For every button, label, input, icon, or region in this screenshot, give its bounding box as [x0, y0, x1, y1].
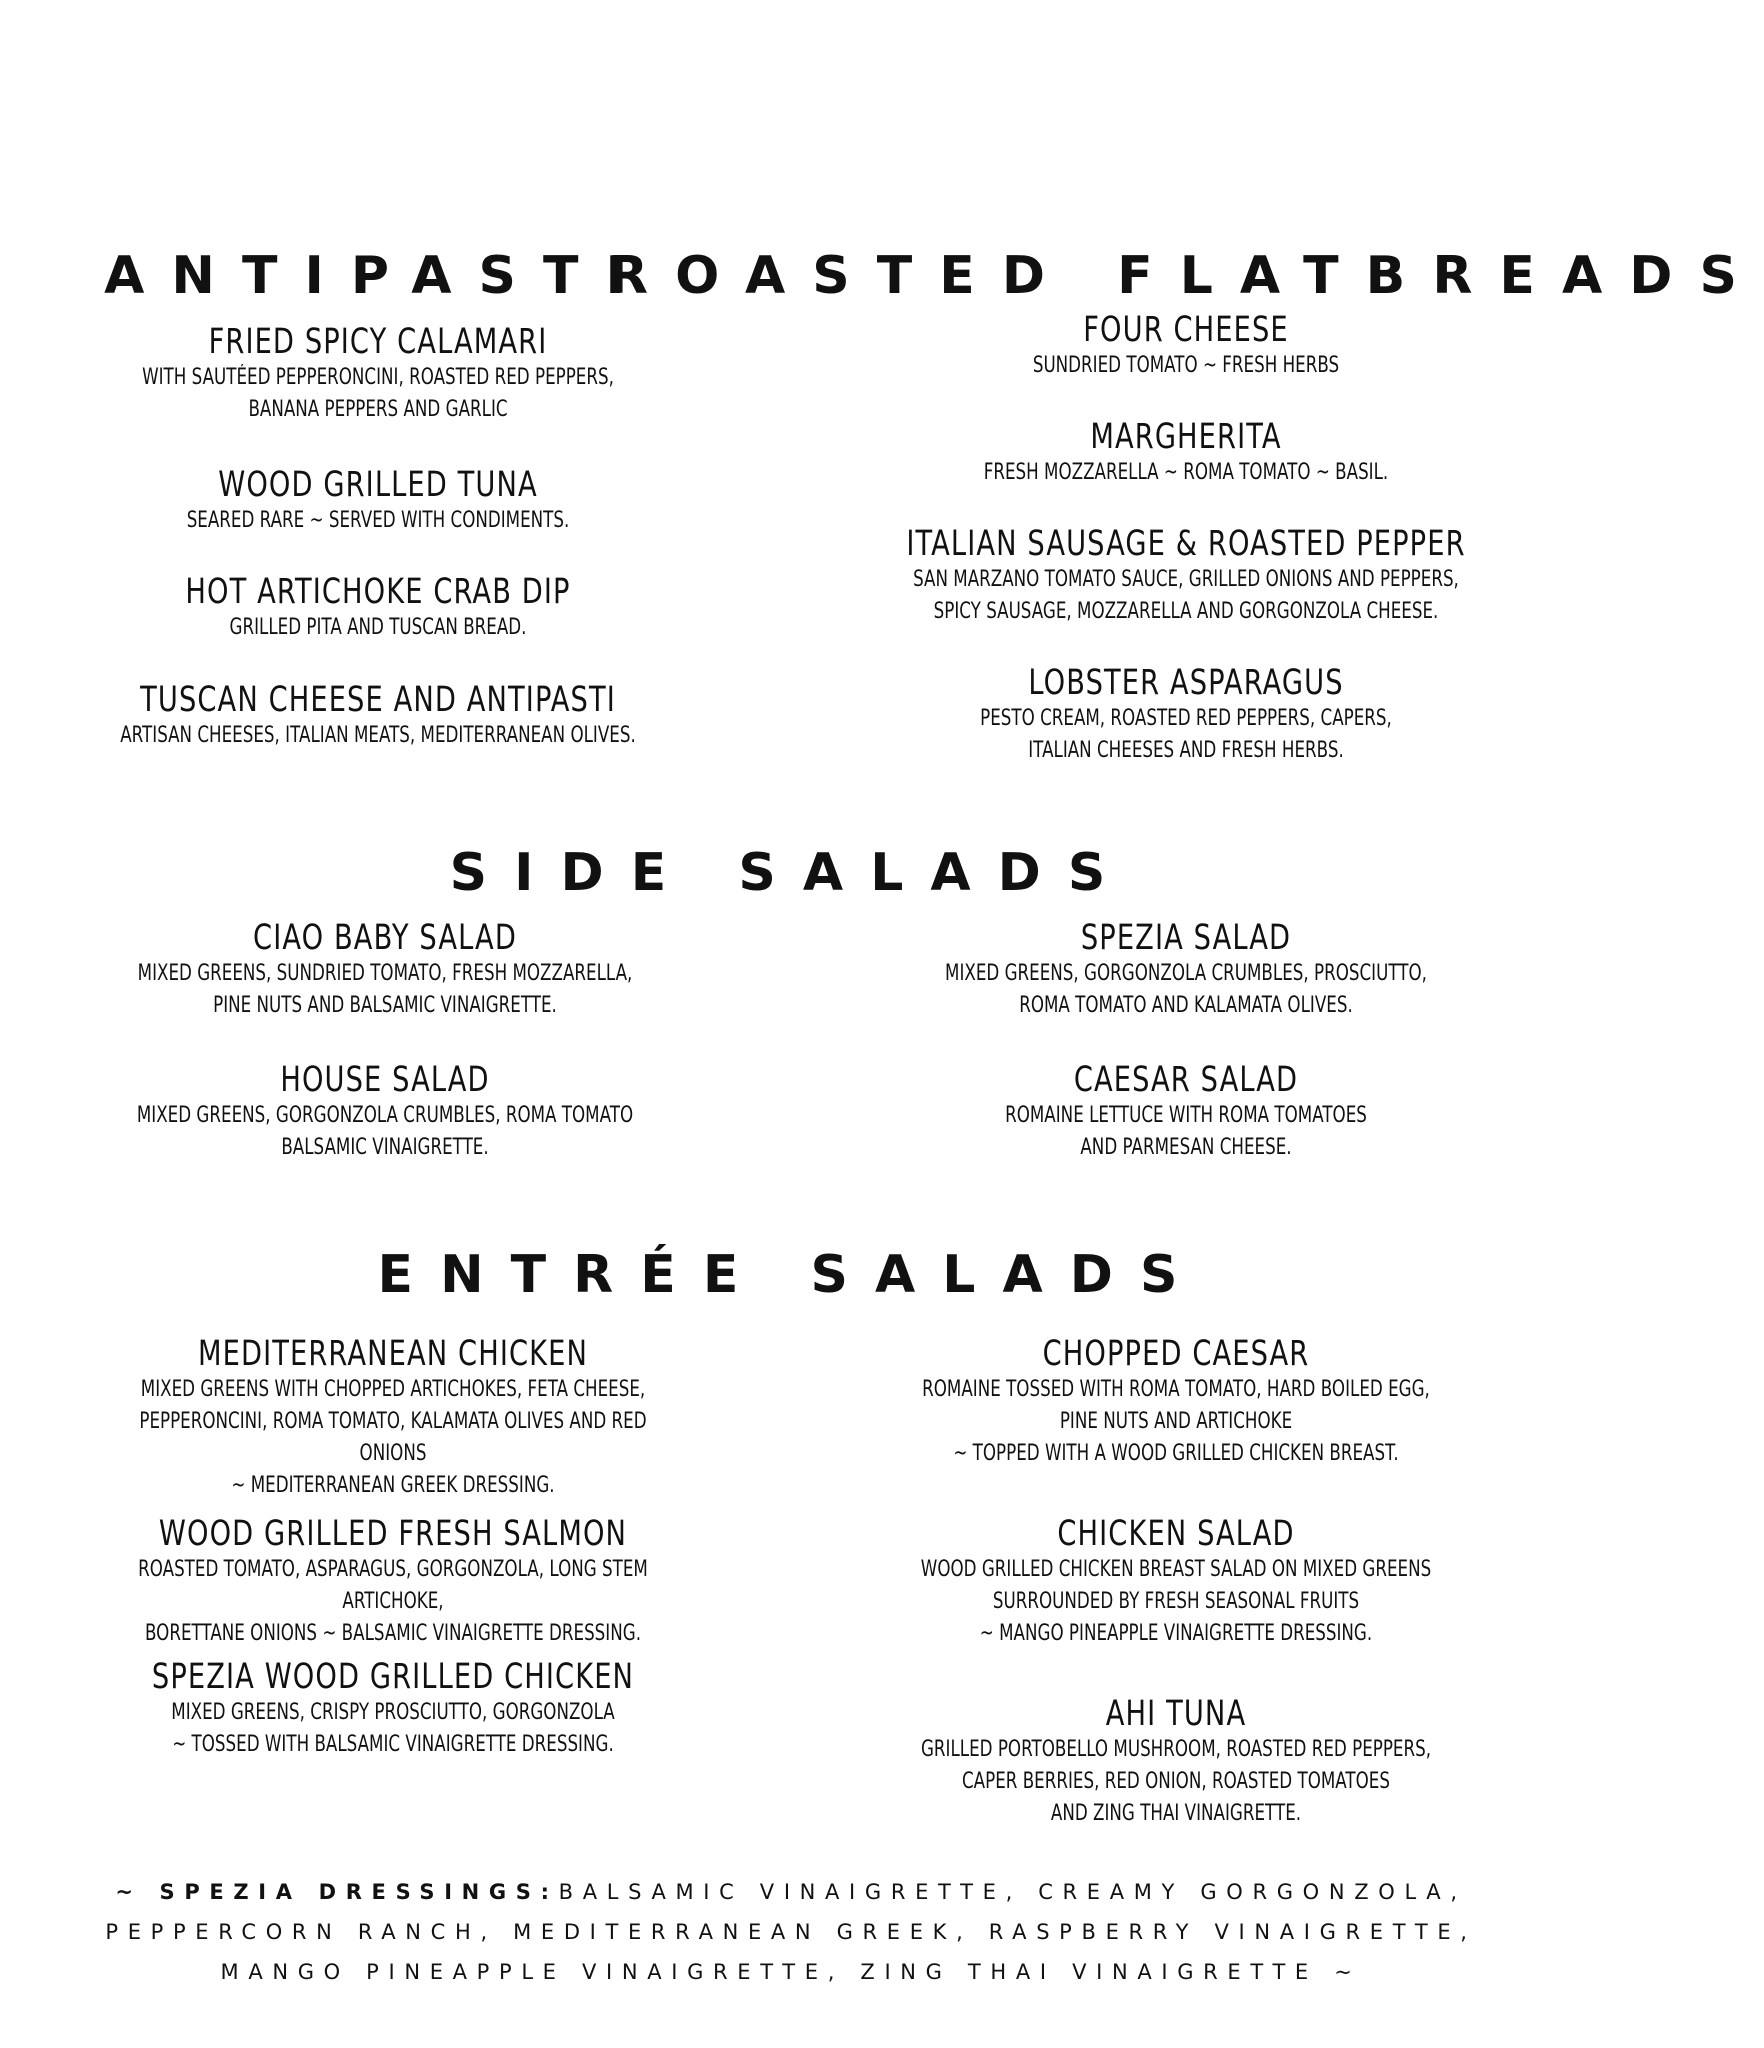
- dressings-footer: [51, 1872, 1531, 1992]
- item-description: SAN MARZANO TOMATO SAUCE, GRILLED ONIONS AND PEPPERS, SPICY SAUSAGE, MOZZARELLA AND GORGONZOLA CHEESE.: [913, 567, 1459, 624]
- item-name: FRIED SPICY CALAMARI: [208, 322, 548, 362]
- menu-item: [5, 918, 765, 1022]
- item-name: MEDITERRANEAN CHICKEN: [198, 1334, 588, 1374]
- item-description: WITH SAUTÉED PEPPERONCINI, ROASTED RED PEPPERS, BANANA PEPPERS AND GARLIC: [142, 365, 614, 422]
- menu-item: [806, 663, 1566, 767]
- menu-item: [13, 1334, 773, 1502]
- item-name: CAESAR SALAD: [1073, 1060, 1299, 1100]
- item-description: MIXED GREENS, GORGONZOLA CRUMBLES, ROMA TOMATO BALSAMIC VINAIGRETTE.: [136, 1103, 634, 1160]
- item-description: ARTISAN CHEESES, ITALIAN MEATS, MEDITERRANEAN OLIVES.: [120, 723, 636, 748]
- item-description: ROMAINE TOSSED WITH ROMA TOMATO, HARD BOILED EGG, PINE NUTS AND ARTICHOKE ~ TOPPED WITH A WOOD GRILLED CHICKEN BREAST.: [922, 1377, 1430, 1466]
- item-name: TUSCAN CHEESE AND ANTIPASTI: [140, 680, 616, 720]
- item-name: CHICKEN SALAD: [1057, 1514, 1295, 1554]
- menu-item: [806, 524, 1566, 628]
- item-name: ITALIAN SAUSAGE & ROASTED PEPPER: [906, 524, 1466, 564]
- item-description: GRILLED PORTOBELLO MUSHROOM, ROASTED RED PEPPERS, CAPER BERRIES, RED ONION, ROASTED TOMATOES AND ZING THAI VINAIGRETTE.: [920, 1737, 1432, 1826]
- menu-item: [13, 1514, 773, 1650]
- item-description: MIXED GREENS, GORGONZOLA CRUMBLES, PROSCIUTTO, ROMA TOMATO AND KALAMATA OLIVES.: [945, 961, 1427, 1018]
- item-description: SEARED RARE ~ SERVED WITH CONDIMENTS.: [186, 508, 570, 533]
- item-name: HOUSE SALAD: [280, 1060, 490, 1100]
- menu-item: [806, 310, 1566, 382]
- menu-item: [806, 417, 1566, 489]
- menu-item: [13, 1657, 773, 1761]
- dressings-label: ~ SPEZIA DRESSINGS:: [115, 1880, 559, 1904]
- item-description: MIXED GREENS, CRISPY PROSCIUTTO, GORGONZOLA ~ TOSSED WITH BALSAMIC VINAIGRETTE DRESSING.: [171, 1700, 615, 1757]
- item-description: PESTO CREAM, ROASTED RED PEPPERS, CAPERS, ITALIAN CHEESES AND FRESH HERBS.: [980, 706, 1392, 763]
- item-description: SUNDRIED TOMATO ~ FRESH HERBS: [1032, 353, 1340, 378]
- menu-item: [796, 1334, 1556, 1470]
- menu-item: [796, 1514, 1556, 1650]
- menu-item: [5, 1060, 765, 1164]
- menu-item: [0, 465, 758, 537]
- item-description: GRILLED PITA AND TUSCAN BREAD.: [229, 615, 527, 640]
- item-name: WOOD GRILLED FRESH SALMON: [158, 1514, 628, 1554]
- item-name: AHI TUNA: [1105, 1694, 1247, 1734]
- item-description: WOOD GRILLED CHICKEN BREAST SALAD ON MIXED GREENS SURROUNDED BY FRESH SEASONAL FRUITS ~ MANGO PINEAPPLE VINAIGRETTE DRESSING.: [920, 1557, 1432, 1646]
- menu-item: [806, 1060, 1566, 1164]
- item-name: CHOPPED CAESAR: [1042, 1334, 1310, 1374]
- item-name: HOT ARTICHOKE CRAB DIP: [185, 572, 571, 612]
- menu-item: [796, 1694, 1556, 1830]
- item-name: FOUR CHEESE: [1083, 310, 1289, 350]
- item-name: SPEZIA WOOD GRILLED CHICKEN: [151, 1657, 635, 1697]
- antipasti-heading: ANTIPASTI: [104, 246, 652, 306]
- item-description: ROMAINE LETTUCE WITH ROMA TOMATOES AND PARMESAN CHEESE.: [1005, 1103, 1367, 1160]
- menu-item: [0, 572, 758, 644]
- menu-item: [0, 322, 758, 426]
- item-name: SPEZIA SALAD: [1080, 918, 1292, 958]
- item-name: CIAO BABY SALAD: [253, 918, 517, 958]
- item-name: MARGHERITA: [1090, 417, 1282, 457]
- side-salads-heading: SIDE SALADS: [449, 843, 1133, 903]
- item-name: LOBSTER ASPARAGUS: [1028, 663, 1344, 703]
- dressings-list: BALSAMIC VINAIGRETTE, CREAMY GORGONZOLA, PEPPERCORN RANCH, MEDITERRANEAN GREEK, RASPBERRY VINAIGRETTE, MANGO PINEAPPLE VINAIGRETTE, ZING THAI VINAIGRETTE ~: [105, 1880, 1477, 1984]
- item-description: FRESH MOZZARELLA ~ ROMA TOMATO ~ BASIL.: [983, 460, 1389, 485]
- item-description: MIXED GREENS WITH CHOPPED ARTICHOKES, FETA CHEESE, PEPPERONCINI, ROMA TOMATO, KALAMATA OLIVES AND RED ONIONS ~ MEDITERRANEAN GREEK DRESSING.: [139, 1377, 647, 1498]
- menu-item: [806, 918, 1566, 1022]
- item-description: ROASTED TOMATO, ASPARAGUS, GORGONZOLA, LONG STEM ARTICHOKE, BORETTANE ONIONS ~ BALSAMIC VINAIGRETTE DRESSING.: [138, 1557, 648, 1646]
- flatbreads-heading: ROASTED FLATBREADS: [608, 246, 1764, 306]
- entree-salads-heading: ENTRÉE SALADS: [377, 1245, 1205, 1305]
- menu-item: [0, 680, 758, 752]
- item-name: WOOD GRILLED TUNA: [218, 465, 538, 505]
- item-description: MIXED GREENS, SUNDRIED TOMATO, FRESH MOZZARELLA, PINE NUTS AND BALSAMIC VINAIGRETTE.: [137, 961, 633, 1018]
